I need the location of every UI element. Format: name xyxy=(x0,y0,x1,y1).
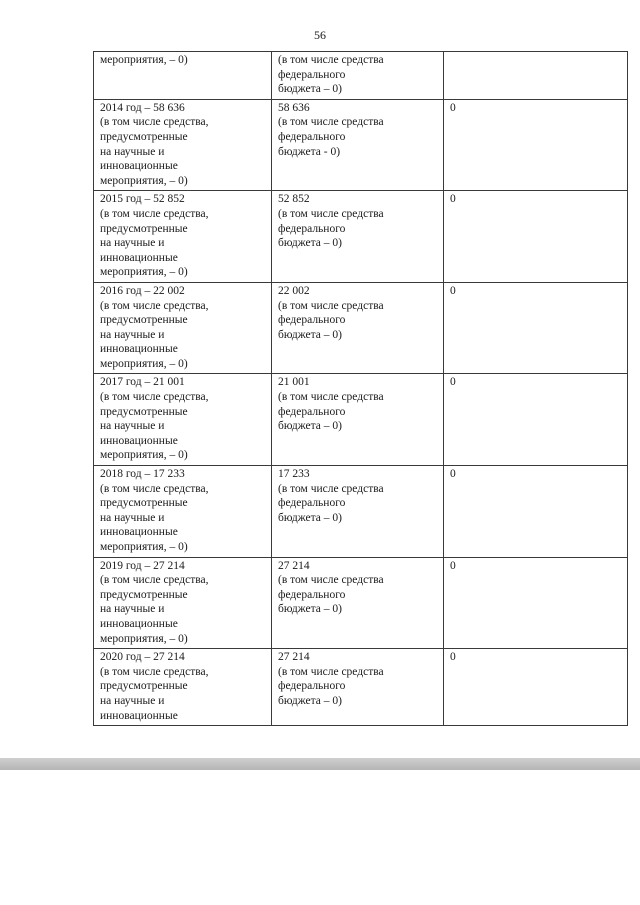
cell-text-line: бюджета – 0) xyxy=(278,328,342,341)
cell-text-line: 2020 год – 27 214 xyxy=(100,651,185,664)
table-row xyxy=(94,282,628,374)
cell-text-line: федерального xyxy=(278,314,346,327)
cell-text-line: федерального xyxy=(278,588,346,601)
table-cell-federal-budget xyxy=(272,282,444,374)
cell-text-line: инновационные xyxy=(100,343,178,356)
cell-text-line: (в том числе средства, xyxy=(100,665,209,678)
cell-text-line: (в том числе средства xyxy=(278,54,384,66)
cell-text-line: мероприятия, – 0) xyxy=(100,54,188,66)
table-cell-year-total xyxy=(94,374,272,466)
cell-text-line: бюджета – 0) xyxy=(278,603,342,616)
table-cell-federal-budget xyxy=(272,99,444,191)
cell-text-line: бюджета – 0) xyxy=(278,511,342,524)
cell-text-line: федерального xyxy=(278,405,346,418)
cell-text-line: предусмотренные xyxy=(100,405,188,418)
cell-value: 0 xyxy=(450,376,456,389)
cell-text-line: предусмотренные xyxy=(100,222,188,235)
funding-table xyxy=(93,51,628,726)
table-row xyxy=(94,374,628,466)
cell-text-line: (в том числе средства, xyxy=(100,116,209,129)
cell-text-line: на научные и xyxy=(100,694,165,707)
scan-edge-shadow xyxy=(0,758,640,770)
cell-text-line: бюджета – 0) xyxy=(278,237,342,250)
cell-text-line: 2018 год – 17 233 xyxy=(100,468,185,481)
cell-text-line: 22 002 xyxy=(278,284,310,297)
cell-text-line: инновационные xyxy=(100,434,178,447)
cell-text-line: 2015 год – 52 852 xyxy=(100,193,185,206)
table-cell-federal-budget xyxy=(272,649,444,726)
cell-text-line: (в том числе средства, xyxy=(100,574,209,587)
table-cell-year-total xyxy=(94,649,272,726)
cell-text-line: мероприятия, – 0) xyxy=(100,541,188,553)
table-cell-federal-budget xyxy=(272,557,444,649)
funding-table-body xyxy=(94,52,628,726)
page-number: 56 xyxy=(314,28,326,42)
table-cell-federal-budget xyxy=(272,191,444,283)
cell-text-line: бюджета – 0) xyxy=(278,420,342,433)
cell-text-line: 27 214 xyxy=(278,559,310,572)
cell-text-line: предусмотренные xyxy=(100,130,188,143)
cell-value: 0 xyxy=(450,559,456,572)
cell-text-line: мероприятия, – 0) xyxy=(100,357,188,370)
cell-text-line: инновационные xyxy=(100,160,178,173)
cell-text-line: (в том числе средства, xyxy=(100,482,209,495)
cell-text-line: 58 636 xyxy=(278,101,310,114)
table-row xyxy=(94,649,628,726)
cell-text-line: 27 214 xyxy=(278,651,310,664)
cell-text-line: инновационные xyxy=(100,251,178,264)
table-cell-other-sources xyxy=(444,99,628,191)
cell-text-line: на научные и xyxy=(100,603,165,616)
table-cell-other-sources xyxy=(444,466,628,558)
cell-text-line: федерального xyxy=(278,222,346,235)
cell-text-line: (в том числе средства xyxy=(278,207,384,220)
cell-text-line: 17 233 xyxy=(278,468,310,481)
cell-text-line: (в том числе средства xyxy=(278,574,384,587)
cell-value: 0 xyxy=(450,468,456,481)
table-cell-federal-budget xyxy=(272,466,444,558)
table-cell-other-sources xyxy=(444,557,628,649)
cell-text-line: федерального xyxy=(278,130,346,143)
cell-value: 0 xyxy=(450,193,456,206)
cell-text-line: предусмотренные xyxy=(100,588,188,601)
table-cell-year-total xyxy=(94,191,272,283)
table-cell-other-sources xyxy=(444,374,628,466)
cell-text-line: (в том числе средства xyxy=(278,116,384,129)
cell-text-line: бюджета – 0) xyxy=(278,83,342,96)
cell-text-line: (в том числе средства xyxy=(278,391,384,404)
cell-text-line: инновационные xyxy=(100,617,178,630)
cell-text-line: 2017 год – 21 001 xyxy=(100,376,185,389)
cell-text-line: на научные и xyxy=(100,511,165,524)
cell-text-line: мероприятия, – 0) xyxy=(100,174,188,187)
cell-text-line: 2016 год – 22 002 xyxy=(100,284,185,297)
table-cell-year-total xyxy=(94,466,272,558)
cell-value: 0 xyxy=(450,101,456,114)
cell-text-line: (в том числе средства xyxy=(278,482,384,495)
table-cell-federal-budget xyxy=(272,52,444,100)
cell-text-line: мероприятия, – 0) xyxy=(100,632,188,645)
cell-text-line: федерального xyxy=(278,497,346,510)
cell-text-line: (в том числе средства, xyxy=(100,299,209,312)
table-cell-other-sources xyxy=(444,52,628,100)
table-cell-year-total xyxy=(94,557,272,649)
cell-text-line: (в том числе средства, xyxy=(100,207,209,220)
cell-text-line: на научные и xyxy=(100,420,165,433)
cell-text-line: (в том числе средства xyxy=(278,665,384,678)
cell-text-line: предусмотренные xyxy=(100,497,188,510)
cell-text-line: на научные и xyxy=(100,328,165,341)
table-row xyxy=(94,191,628,283)
cell-text-line: (в том числе средства, xyxy=(100,391,209,404)
table-cell-federal-budget xyxy=(272,374,444,466)
table-cell-year-total xyxy=(94,282,272,374)
cell-text-line: на научные и xyxy=(100,145,165,158)
cell-text-line: на научные и xyxy=(100,237,165,250)
cell-text-line: бюджета - 0) xyxy=(278,145,341,158)
cell-text-line: инновационные xyxy=(100,709,178,722)
cell-text-line: инновационные xyxy=(100,526,178,539)
table-row xyxy=(94,466,628,558)
table-cell-other-sources xyxy=(444,191,628,283)
cell-text-line: мероприятия, – 0) xyxy=(100,449,188,462)
table-cell-other-sources xyxy=(444,282,628,374)
table-cell-year-total xyxy=(94,99,272,191)
cell-text-line: предусмотренные xyxy=(100,680,188,693)
cell-text-line: мероприятия, – 0) xyxy=(100,266,188,279)
cell-text-line: (в том числе средства xyxy=(278,299,384,312)
cell-value: 0 xyxy=(450,284,456,297)
table-row xyxy=(94,52,628,100)
table-cell-year-total xyxy=(94,52,272,100)
cell-text-line: бюджета – 0) xyxy=(278,694,342,707)
cell-value: 0 xyxy=(450,651,456,664)
cell-text-line: предусмотренные xyxy=(100,314,188,327)
cell-text-line: федерального xyxy=(278,680,346,693)
cell-text-line: 2014 год – 58 636 xyxy=(100,101,185,114)
table-cell-other-sources xyxy=(444,649,628,726)
table-row xyxy=(94,99,628,191)
table-row xyxy=(94,557,628,649)
cell-text-line: 21 001 xyxy=(278,376,310,389)
cell-text-line: 52 852 xyxy=(278,193,310,206)
cell-text-line: 2019 год – 27 214 xyxy=(100,559,185,572)
cell-text-line: федерального xyxy=(278,68,346,81)
